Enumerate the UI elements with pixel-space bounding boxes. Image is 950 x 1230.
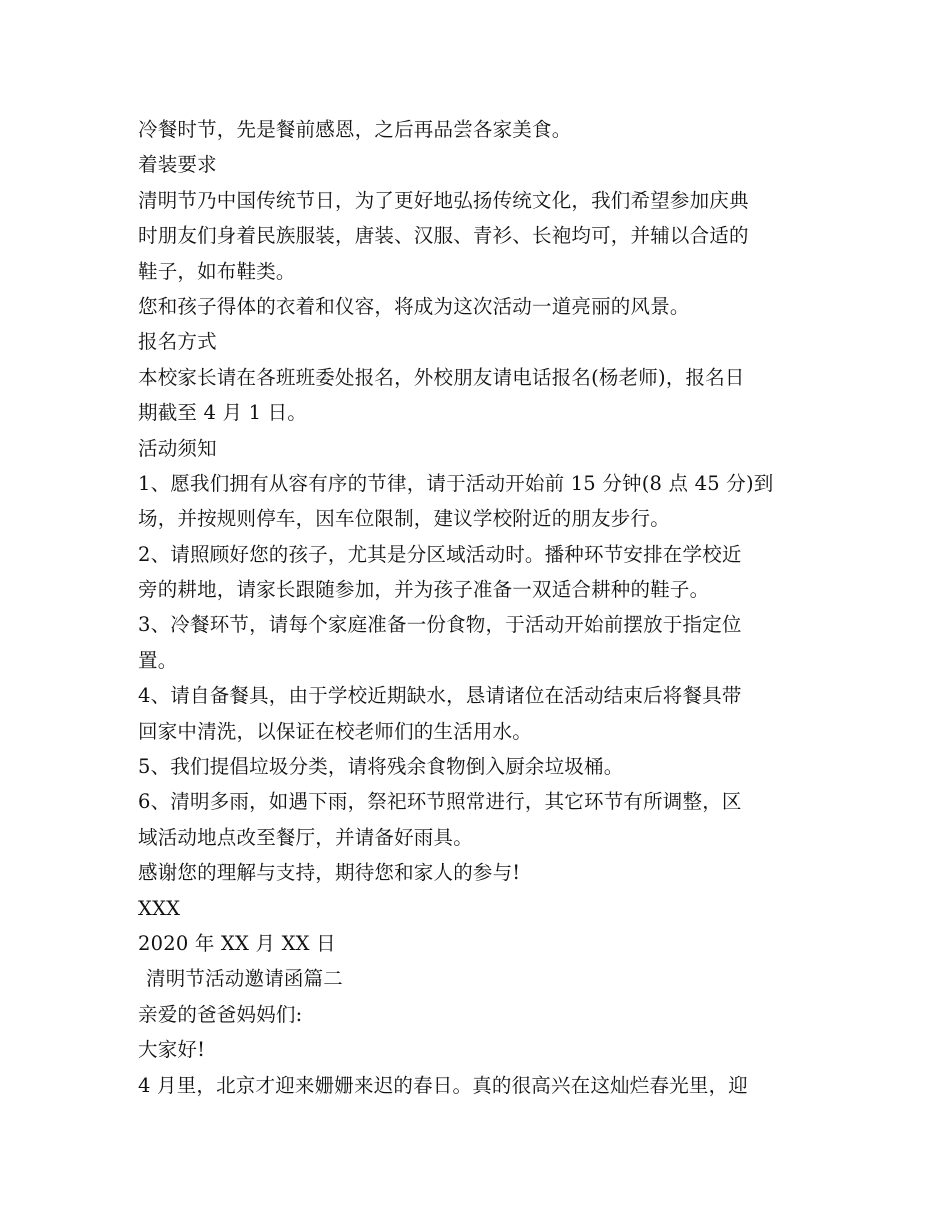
list-item-continued: 场，并按规则停车，因车位限制，建议学校附近的朋友步行。 xyxy=(138,507,670,531)
text-line: 时朋友们身着民族服装，唐装、汉服、青衫、长袍均可，并辅以合适的 xyxy=(138,224,749,248)
list-item: 3、冷餐环节，请每个家庭准备一份食物，于活动开始前摆放于指定位 xyxy=(138,613,742,637)
date-line: 2020 年 XX 月 XX 日 xyxy=(138,931,336,955)
list-item-continued: 回家中清洗，以保证在校老师们的生活用水。 xyxy=(138,719,533,743)
text-line: 鞋子，如布鞋类。 xyxy=(138,259,296,283)
list-item: 2、请照顾好您的孩子，尤其是分区域活动时。播种环节安排在学校近 xyxy=(138,542,742,566)
list-item-continued: 域活动地点改至餐厅，并请备好雨具。 xyxy=(138,825,473,849)
list-item-continued: 旁的耕地，请家长跟随参加，并为孩子准备一双适合耕种的鞋子。 xyxy=(138,578,710,602)
text-line: 4 月里，北京才迎来姗姗来迟的春日。真的很高兴在这灿烂春光里，迎 xyxy=(138,1073,749,1097)
text-line: 冷餐时节，先是餐前感恩，之后再品尝各家美食。 xyxy=(138,118,572,141)
list-item: 1、愿我们拥有从容有序的节律，请于活动开始前 15 分钟(8 点 45 分)到 xyxy=(138,471,774,495)
section-heading-registration: 报名方式 xyxy=(138,330,217,354)
salutation: 亲爱的爸爸妈妈们: xyxy=(138,1002,303,1026)
closing-line: 感谢您的理解与支持，期待您和家人的参与! xyxy=(138,861,521,885)
list-item: 5、我们提倡垃圾分类，请将残余食物倒入厨余垃圾桶。 xyxy=(138,755,624,779)
text-line: 期截至 4 月 1 日。 xyxy=(138,401,308,425)
signature: XXX xyxy=(138,896,181,920)
list-item: 4、请自备餐具，由于学校近期缺水，恳请诸位在活动结束后将餐具带 xyxy=(138,684,742,708)
section-heading-notice: 活动须知 xyxy=(138,436,217,460)
article-title: 清明节活动邀请函篇二 xyxy=(146,967,344,991)
text-line: 您和孩子得体的衣着和仪容，将成为这次活动一道亮丽的风景。 xyxy=(138,294,690,318)
text-line: 清明节乃中国传统节日，为了更好地弘扬传统文化，我们希望参加庆典 xyxy=(138,188,749,212)
list-item-continued: 置。 xyxy=(138,648,178,672)
text-line: 本校家长请在各班班委处报名，外校朋友请电话报名(杨老师)，报名日 xyxy=(138,365,745,389)
section-heading-dress-code: 着装要求 xyxy=(138,153,217,177)
list-item: 6、清明多雨，如遇下雨，祭祀环节照常进行，其它环节有所调整，区 xyxy=(138,790,742,814)
document-body xyxy=(138,112,818,1103)
greeting: 大家好! xyxy=(138,1038,206,1062)
